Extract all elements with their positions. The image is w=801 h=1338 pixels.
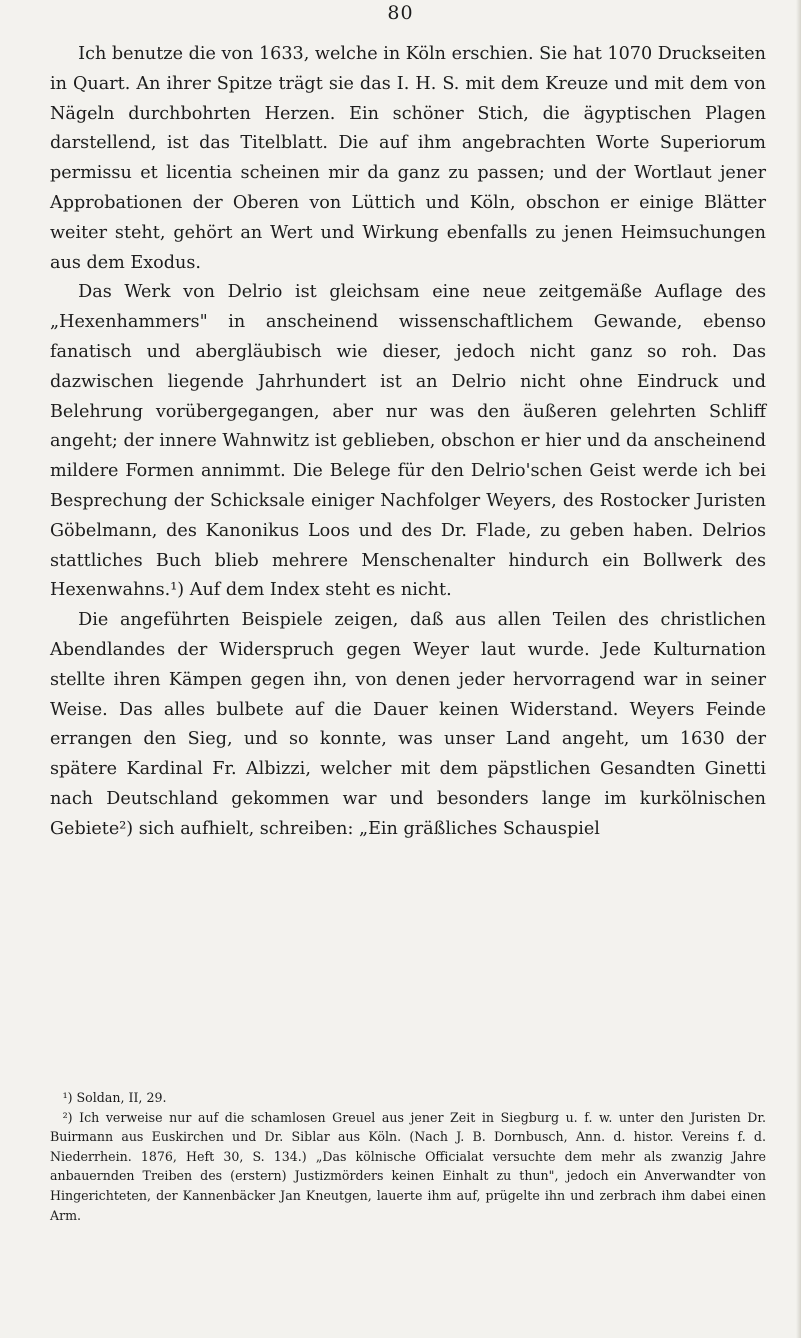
paragraph: Das Werk von Delrio ist gleichsam eine neue zeitgemäße Auflage des „Hexenhammers" in anscheinend wissenschaftlichem Gewande, ebenso fanatisch und abergläubisch wie dieser, jedoch nicht ganz so roh. Das dazwischen liegende Jahrhundert ist an Delrio nicht ohne Eindruck und Belehrung vorübergegangen, aber nur was den äußeren gelehrten Schliff angeht; der innere Wahnwitz ist geblieben, obschon er hier und da anscheinend mildere Formen annimmt. Die Belege für den Delrio'schen Geist werde ich bei Besprechung der Schicksale einiger Nachfolger Weyers, des Rostocker Juristen Göbelmann, des Kanonikus Loos und des Dr. Flade, zu geben haben. Delrios stattliches Buch blieb mehrere Menschenalter hindurch ein Bollwerk des Hexenwahns.¹) Auf dem Index steht es nicht. <box>50 282 766 601</box>
page-edge-shadow <box>796 0 801 1338</box>
body-text <box>50 40 766 845</box>
footnotes <box>50 1088 766 1225</box>
paragraph: Die angeführten Beispiele zeigen, daß aus allen Teilen des christlichen Abendlandes der Widerspruch gegen Weyer laut wurde. Jede Kulturnation stellte ihren Kämpen gegen ihn, von denen jeder hervorragend war in seiner Weise. Das alles bulbete auf die Dauer keinen Widerstand. Weyers Feinde errangen den Sieg, und so konnte, was unser Land angeht, um 1630 der spätere Kardinal Fr. Albizzi, welcher mit dem päpstlichen Gesandten Ginetti nach Deutschland gekommen war und besonders lange im kurkölnischen Gebiete²) sich aufhielt, schreiben: „Ein gräßliches Schauspiel <box>50 610 766 839</box>
footnote: ¹) Soldan, II, 29. <box>62 1090 167 1105</box>
footnote: ²) Ich verweise nur auf die schamlosen Greuel aus jener Zeit in Siegburg u. f. w. unter den Juristen Dr. Buirmann aus Euskirchen und Dr. Siblar aus Köln. (Nach J. B. Dornbusch, Ann. d. histor. Vereins f. d. Niederrhein. 1876, Heft 30, S. 134.) „Das kölnische Officialat versuchte dem mehr als zwanzig Jahre anbauernden Treiben des (erstern) Justizmörders keinen Einhalt zu thun", jedoch ein Anverwandter von Hingerichteten, der Kannenbäcker Jan Kneutgen, lauerte ihm auf, prügelte ihn und zerbrach ihm dabei einen Arm. <box>50 1109 766 1223</box>
paragraph: Ich benutze die von 1633, welche in Köln erschien. Sie hat 1070 Druckseiten in Quart. An ihrer Spitze trägt sie das I. H. S. mit dem Kreuze und mit dem von Nägeln durchbohrten Herzen. Ein schöner Stich, die ägyptischen Plagen darstellend, ist das Titelblatt. Die auf ihm angebrachten Worte Superiorum permissu et licentia scheinen mir da ganz zu passen; und der Wortlaut jener Approbationen der Oberen von Lüttich und Köln, obschon er einige Blätter weiter steht, gehört an Wert und Wirkung ebenfalls zu jenen Heimsuchungen aus dem Exodus. <box>50 44 766 273</box>
page-number: 80 <box>387 2 414 24</box>
